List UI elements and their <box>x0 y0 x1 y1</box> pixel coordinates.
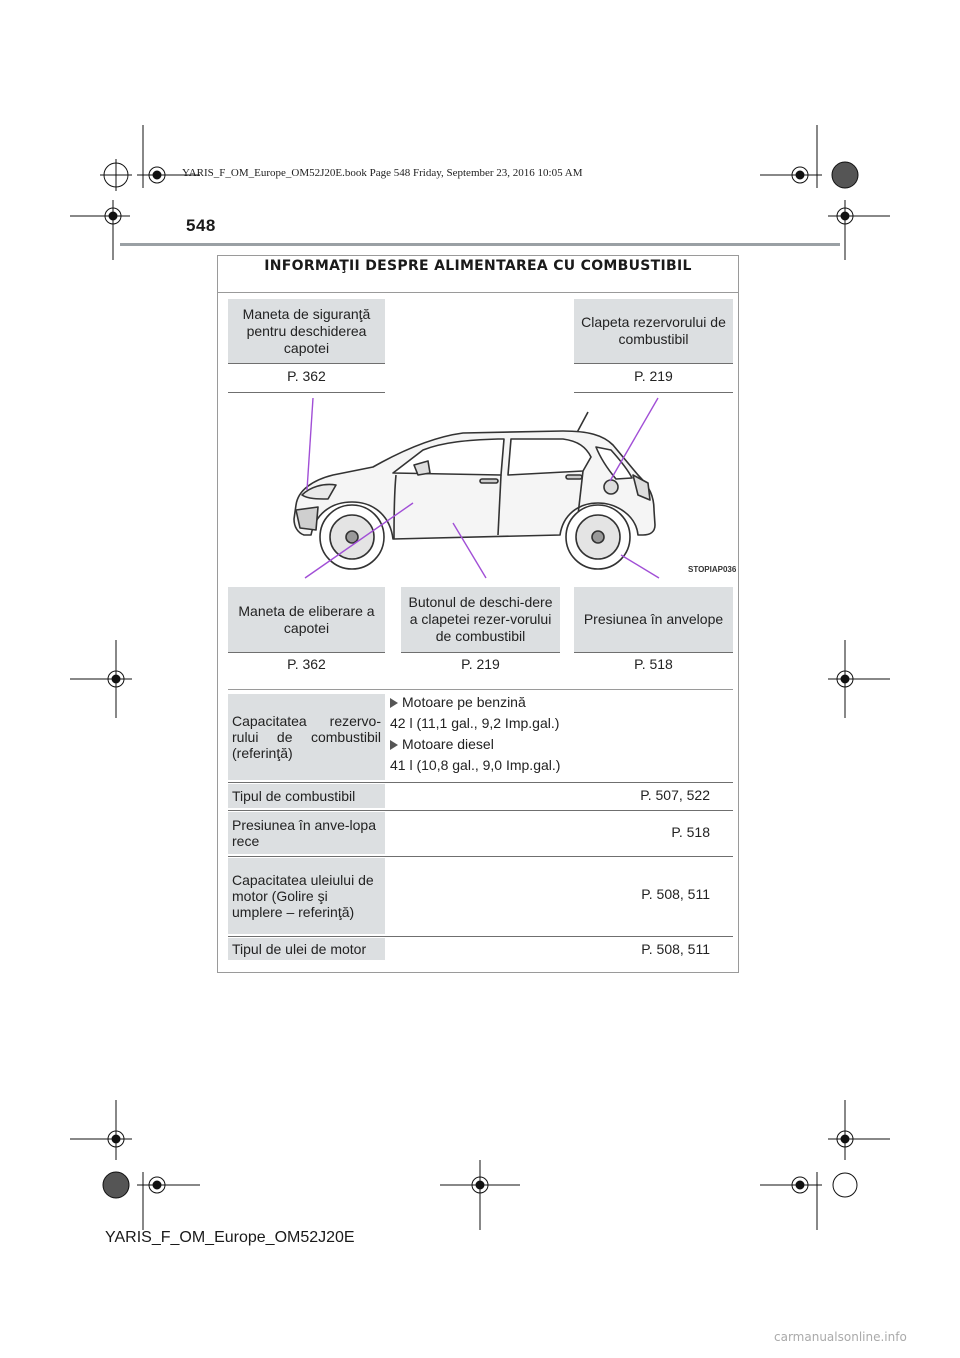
ref-hood-safety-lever: P. 362 <box>287 368 326 384</box>
document-id-footer: YARIS_F_OM_Europe_OM52J20E <box>105 1229 355 1246</box>
specs-top-rule <box>228 689 733 690</box>
crosshair-mark-top-right-1 <box>760 125 822 188</box>
figure-code: STOPIAP036 <box>688 565 737 574</box>
ring-mark-bottom-right <box>833 1173 857 1197</box>
ref-tire-pressure: P. 518 <box>634 656 673 672</box>
label-fuel-tank-door: Clapeta rezervorului de combustibil <box>574 299 733 363</box>
page-number: 548 <box>186 216 216 235</box>
spec-value-fuel-type: P. 507, 522 <box>640 787 710 803</box>
crosshair-mark-right-middle <box>828 640 890 718</box>
rule <box>574 652 733 653</box>
label-tire-pressure: Presiunea în anvelope <box>574 587 733 652</box>
triangle-bullet-icon <box>390 740 398 750</box>
rule <box>228 810 733 811</box>
rule <box>228 363 385 364</box>
watermark: carmanualsonline.info <box>774 1330 907 1344</box>
spec-diesel-value: 41 l (10,8 gal., 9,0 Imp.gal.) <box>390 757 561 773</box>
title-rule <box>218 292 738 293</box>
triangle-bullet-icon <box>390 698 398 708</box>
crosshair-mark-bottom-right-2 <box>828 1100 890 1160</box>
rule <box>574 392 733 393</box>
box-title: INFORMAŢII DESPRE ALIMENTAREA CU COMBUSTIBIL <box>264 258 692 274</box>
spec-petrol-heading: Motoare pe benzină <box>390 694 526 710</box>
spec-label-fuel-type: Tipul de combustibil <box>228 784 385 808</box>
ref-hood-release-lever: P. 362 <box>287 656 326 672</box>
car-illustration <box>218 395 738 585</box>
rule <box>228 936 733 937</box>
solid-mark-bottom-left <box>103 1172 129 1198</box>
crosshair-mark-top-right-2 <box>828 200 890 260</box>
label-hood-release-lever: Maneta de eliberare a capotei <box>228 587 385 652</box>
rule <box>228 392 385 393</box>
crosshair-mark-bottom-left-2 <box>137 1172 200 1230</box>
crosshair-mark-bottom-right-1 <box>760 1172 822 1230</box>
spec-value-engine-oil-capacity: P. 508, 511 <box>641 886 710 902</box>
spec-label-cold-tire-pressure: Presiunea în anve-lopa rece <box>228 812 385 854</box>
rule <box>574 363 733 364</box>
spec-petrol-value: 42 l (11,1 gal., 9,2 Imp.gal.) <box>390 715 560 731</box>
ref-fuel-tank-door: P. 219 <box>634 368 673 384</box>
label-hood-safety-lever: Maneta de siguranţă pentru deschiderea capotei <box>228 299 385 363</box>
ref-fuel-door-opener: P. 219 <box>461 656 500 672</box>
rule <box>228 652 385 653</box>
spec-label-engine-oil-type: Tipul de ulei de motor <box>228 938 385 960</box>
rule <box>228 782 733 783</box>
solid-mark-top-right <box>832 162 858 188</box>
crosshair-mark-bottom-left-1 <box>70 1100 132 1160</box>
label-fuel-door-opener: Butonul de deschi-dere a clapetei rezer-vorului de combustibil <box>401 587 560 652</box>
book-file-header: YARIS_F_OM_Europe_OM52J20E.book Page 548 Friday, September 23, 2016 10:05 AM <box>182 167 583 179</box>
spec-value-engine-oil-type: P. 508, 511 <box>641 941 710 957</box>
crosshair-mark-bottom-center <box>440 1160 520 1230</box>
crosshair-mark-top-left-1 <box>100 159 132 191</box>
header-rule <box>120 243 840 246</box>
crosshair-mark-top-left-3 <box>70 200 130 260</box>
rule <box>401 652 560 653</box>
rule <box>228 856 733 857</box>
spec-label-engine-oil-capacity: Capacitatea uleiului de motor (Golire şi umplere – referinţă) <box>228 858 385 934</box>
spec-value-cold-tire-pressure: P. 518 <box>671 824 710 840</box>
spec-label-fuel-capacity: Capacitatea rezervo-rului de combustibil (referinţă) <box>228 694 385 780</box>
spec-diesel-heading: Motoare diesel <box>390 736 494 752</box>
crosshair-mark-left-middle <box>70 640 132 718</box>
